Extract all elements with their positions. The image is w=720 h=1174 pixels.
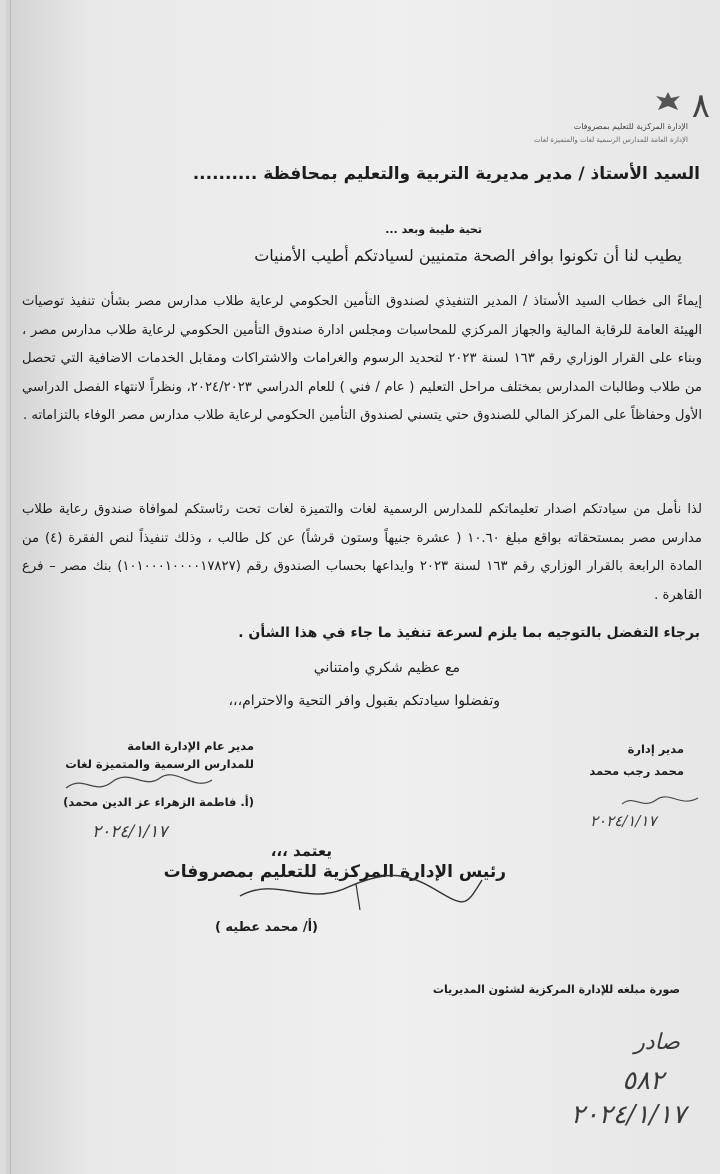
outgoing-number: ٥٨٢: [622, 1066, 664, 1096]
document-page: [6, 0, 720, 1174]
closing-line: وتفضلوا سيادتكم بقبول وافر التحية والاحترام،،،: [228, 693, 500, 709]
signature-title: مدير إدارة: [627, 742, 684, 756]
handwritten-date-right: ٢٠٢٤/١/١٧: [590, 812, 657, 830]
body-paragraph-1: إيماءً الى خطاب السيد الأستاذ / المدير التنفيذي لصندوق التأمين الحكومي لرعاية طلاب مدارس مصر بشأن تنفيذ توصيات الهيئة العامة للرقابة المالية والجهاز المركزي للمحاسبات ومجلس ادارة صندوق التأمين الحكومي لرعاية طلاب مدارس مصر ، وبناء على القرار الوزاري رقم ١٦٣ لسنة ٢٠٢٣ لتحديد الرسوم والغرامات والاشتراكات ومقابل الخدمات الاضافية التي تحصل من طلاب وطالبات المدارس بمختلف مراحل التعليم ( عام / فني ) للعام الدراسي ٢٠٢٤/٢٠٢٣، ونظراً لانتهاء الفصل الدراسي الأول وحفاظاً على المركز المالي للصندوق حتي يتسني لصندوق التأمين الحكومي لرعاية طلاب مدارس مصر الوفاء بالتزاماته .: [22, 294, 702, 423]
addressee-line: [80, 164, 700, 184]
signature-name: محمد رجب محمد: [589, 764, 684, 778]
approval-signature: [236, 866, 486, 916]
signature-block-department-manager: [589, 738, 684, 782]
signature-title-2: للمدارس الرسمية والمتميزة لغات: [65, 757, 254, 771]
addressee-dots: ..........: [192, 164, 258, 184]
page-edge-line: [10, 0, 11, 1174]
letterhead: [533, 78, 710, 158]
addressee-text: السيد الأستاذ / مدير مديرية التربية والتعليم بمحافظة: [263, 164, 700, 184]
approval-title: رئيس الإدارة المركزية للتعليم بمصروفات: [163, 862, 506, 882]
copy-note: صورة مبلغه للإدارة المركزية لشئون المديريات: [432, 983, 680, 996]
signature-title-1: مدير عام الإدارة العامة: [127, 739, 254, 753]
handwritten-signature-right: [620, 792, 700, 812]
signature-name: (أ. فاطمة الزهراء عز الدين محمد): [63, 795, 254, 809]
greeting: تحية طيبة وبعد ...: [385, 223, 482, 236]
letterhead-line-1: الإدارة المركزية للتعليم بمصروفات: [573, 122, 688, 131]
ministry-logo-mark: ٨: [691, 86, 710, 126]
outgoing-label: صادر: [634, 1030, 680, 1055]
approval-name: (أ/ محمد عطيه ): [214, 920, 318, 935]
handwritten-date-left: ٢٠٢٤/١/١٧: [92, 822, 168, 842]
letterhead-line-2: الإدارة العامة للمدارس الرسمية لغات والمتميزة لغات: [533, 136, 688, 144]
handwritten-signature-left: [64, 770, 214, 800]
thanks-line: مع عظيم شكري وامتناني: [313, 660, 460, 676]
eagle-emblem-icon: [652, 90, 684, 116]
wish-line: يطيب لنا أن تكونوا بوافر الصحة متمنيين لسيادتكم أطيب الأمنيات: [254, 246, 682, 265]
outgoing-date: ٢٠٢٤/١/١٧: [570, 1100, 686, 1130]
request-line: برجاء التفضل بالتوجيه بما يلزم لسرعة تنفيذ ما جاء في هذا الشأن .: [238, 625, 700, 641]
approval-label: يعتمد ،،،: [270, 842, 332, 860]
body-paragraph-2: لذا نأمل من سيادتكم اصدار تعليماتكم للمدارس الرسمية لغات والتميزة لغات تحت رئاستكم لموافاة صندوق رعاية طلاب مدارس مصر بمستحقاته بواقع مبلغ ١٠.٦٠ ( عشرة جنيهاً وستون قرشاً) عن كل طالب ، وذلك تنفيذاً لنص الفقرة (٤) من المادة الرابعة بالقرار الوزاري رقم ١٦٣ لسنة ٢٠٢٣ وايداعها بحساب الصندوق رقم (١٠١٠٠٠١٠٠٠٠١٧٨٢٧) بنك مصر – فرع القاهرة .: [22, 502, 702, 603]
